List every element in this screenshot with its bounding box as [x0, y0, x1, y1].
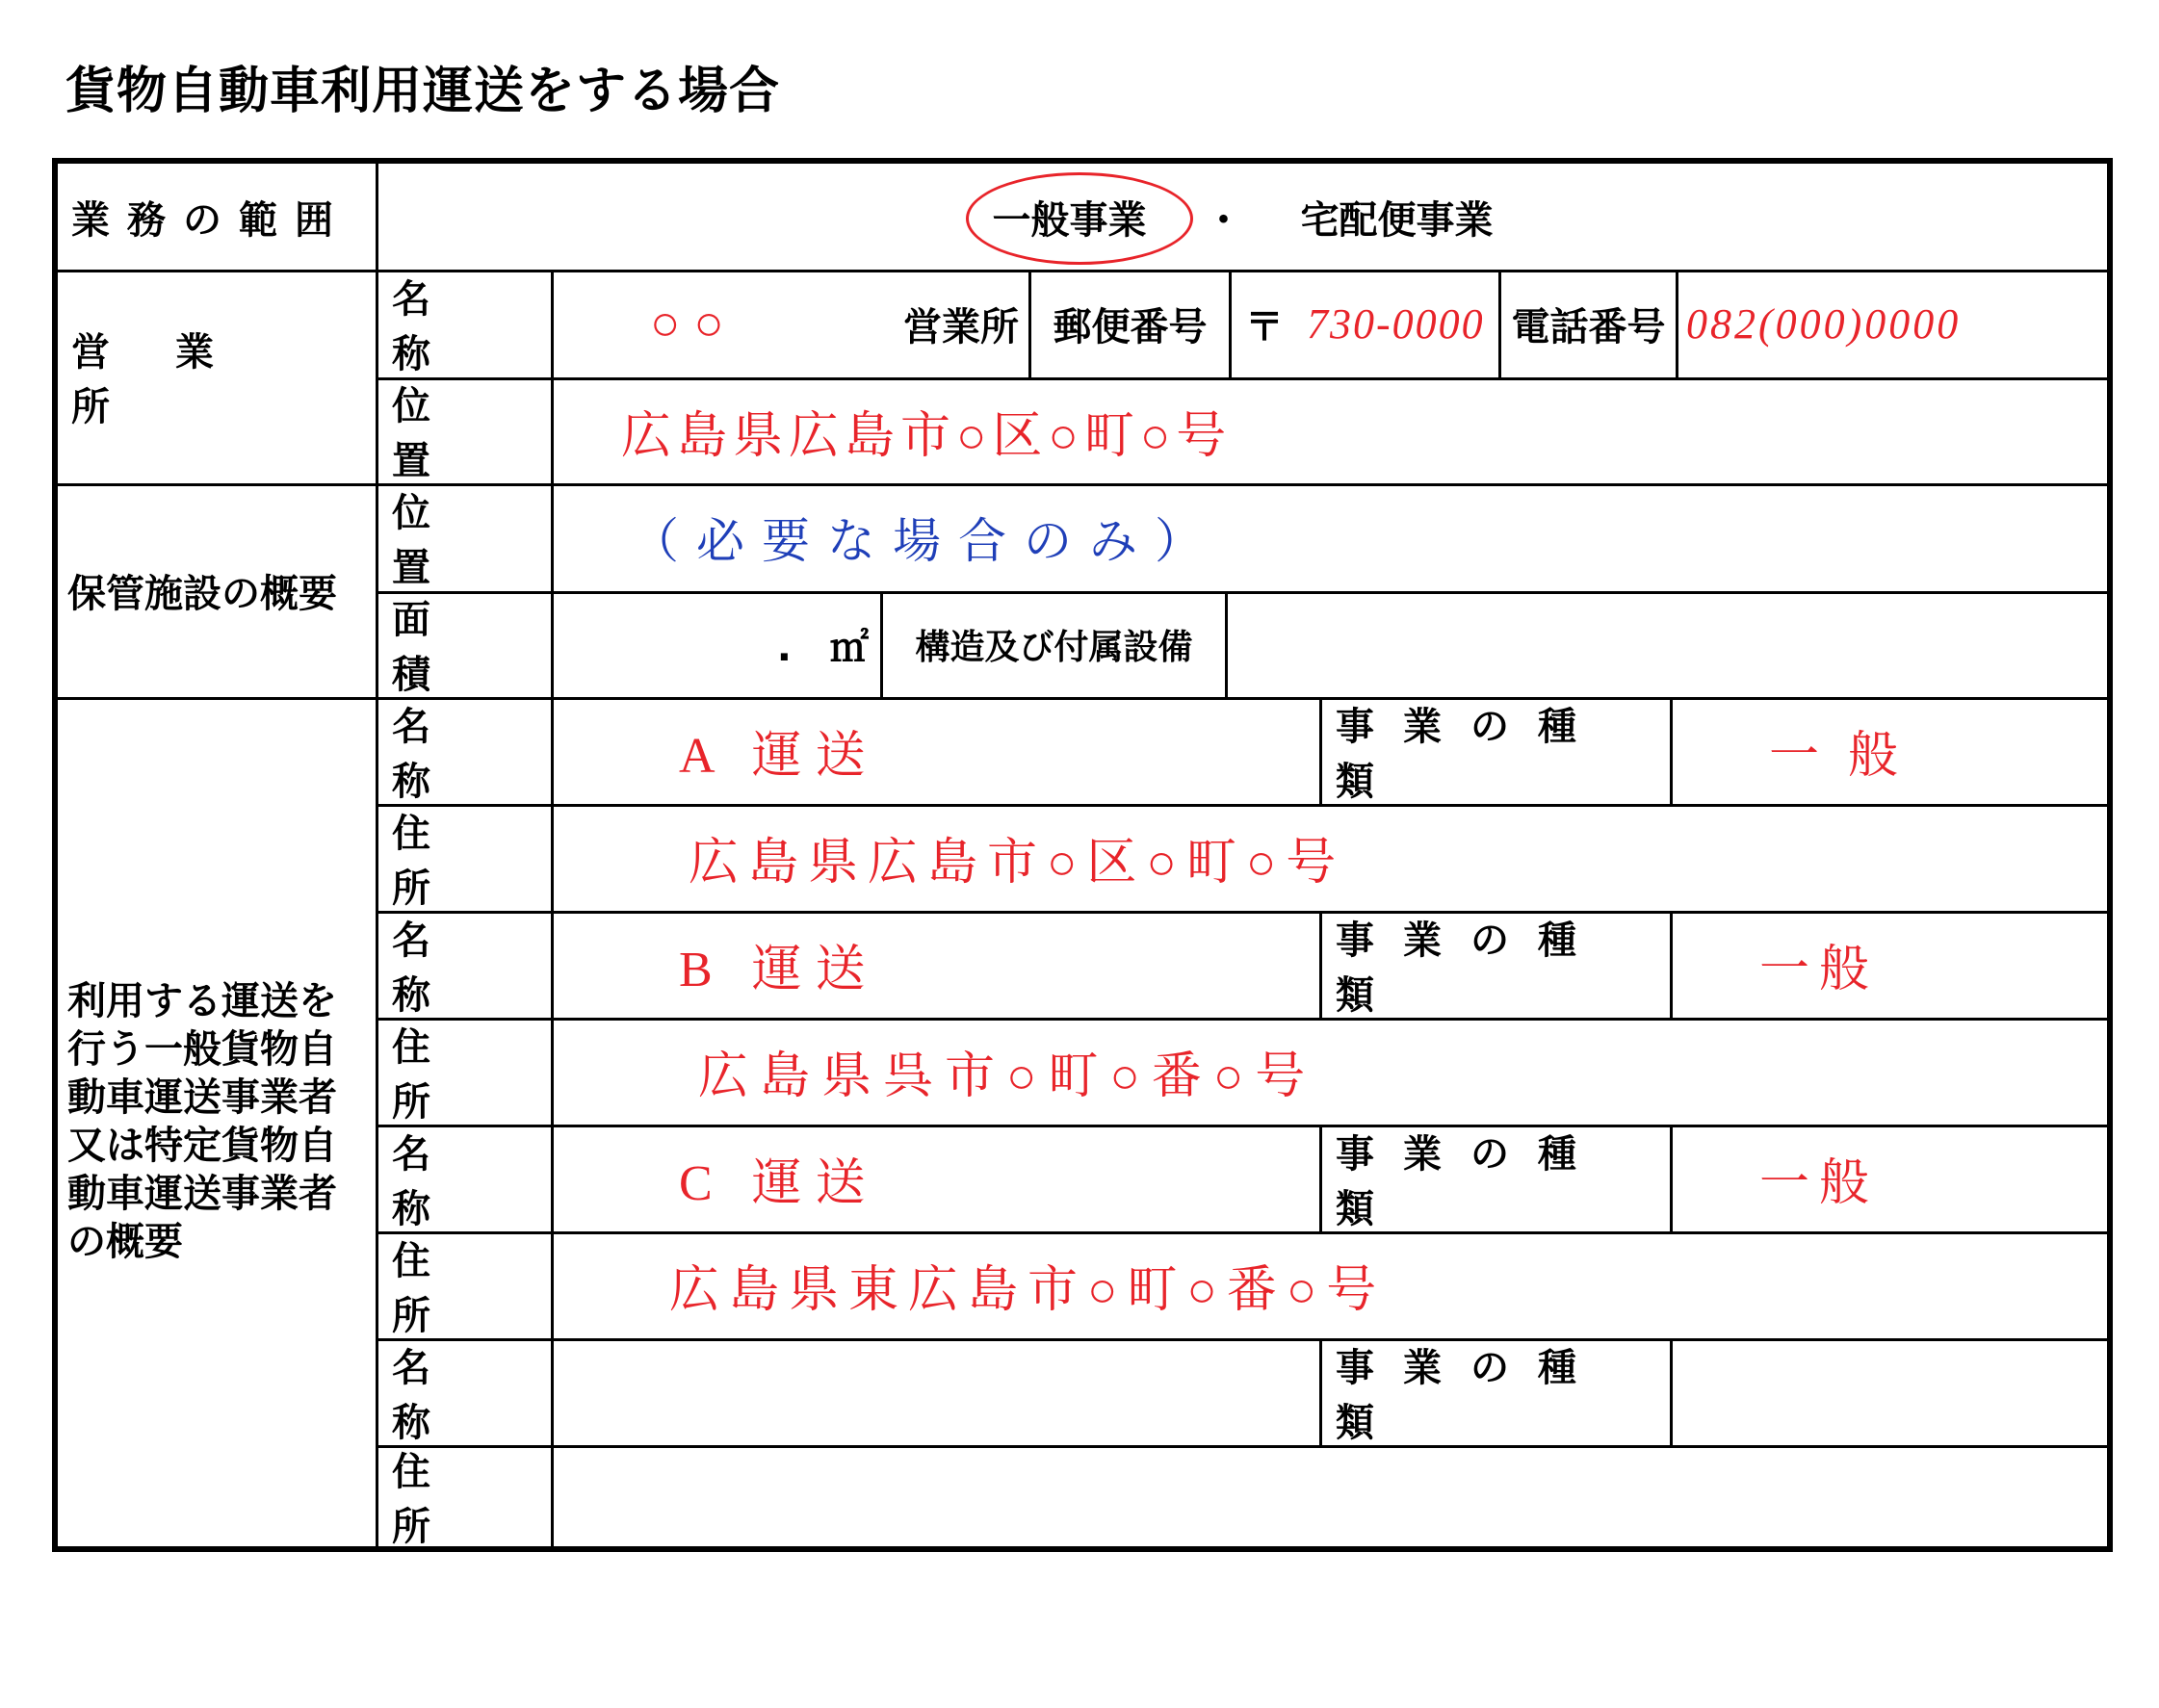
scope-option-parcel[interactable]: 宅配便事業 — [1300, 197, 1494, 243]
carrier-address-value[interactable]: 広島県東広島市○町○番○号 — [669, 1263, 1387, 1318]
office-label — [58, 270, 376, 483]
storage-structure-label: 構造及び付属設備 — [915, 627, 1193, 667]
carrier-address-value[interactable]: 広島県呉市○町○番○号 — [698, 1049, 1317, 1104]
carriers-label-line: の概要 — [67, 1220, 183, 1264]
carriers-label-line: 利用する運送を — [67, 979, 337, 1023]
office-name-label: 名称 — [392, 277, 488, 376]
carrier-type-label — [1322, 1338, 1670, 1445]
carrier-type-label — [1322, 697, 1670, 804]
carrier-type-label — [1322, 1125, 1670, 1231]
carrier-type-label-text: 事業の種類 — [1336, 1345, 1605, 1445]
carrier-type-label — [1322, 911, 1670, 1018]
storage-location-label: 位置 — [392, 491, 488, 590]
carriers-label-line: 動車運送事業者 — [67, 1075, 337, 1120]
office-name-value[interactable]: ○○ — [650, 296, 738, 351]
carrier-address-label: 住所 — [392, 1449, 488, 1549]
carrier-type-label-text: 事業の種類 — [1336, 918, 1605, 1018]
storage-structure-value[interactable] — [1228, 591, 2107, 697]
carriers-label-line: 行う一般貨物自 — [67, 1027, 337, 1072]
scope-separator: ・ — [1204, 197, 1243, 243]
carriers-label-line: 動車運送事業者 — [67, 1172, 337, 1216]
carrier-name-value[interactable]: B 運送 — [679, 943, 879, 997]
carrier-name-value[interactable]: A 運送 — [679, 729, 879, 784]
carriers-label — [58, 697, 376, 1546]
phone-label: 電話番号 — [1511, 304, 1666, 349]
carrier-type-value[interactable]: 一般 — [1759, 1156, 1880, 1211]
postal-mark-icon: 〒 — [1245, 304, 1284, 349]
office-name-suffix: 営業所 — [903, 304, 1019, 349]
storage-location-note[interactable]: （必要な場合のみ） — [631, 514, 1220, 568]
scope-label: 業務の範囲 — [71, 197, 351, 243]
carrier-type-label-text: 事業の種類 — [1336, 1131, 1605, 1231]
carrier-name-value[interactable]: C 運送 — [679, 1156, 879, 1211]
scope-option-general[interactable] — [993, 190, 1147, 245]
postal-code-value[interactable]: 730-0000 — [1307, 299, 1485, 348]
carrier-name-label: 名称 — [392, 704, 488, 804]
carriers-label-line: 又は特定貨物自 — [67, 1124, 337, 1168]
carrier-address-label: 住所 — [392, 1238, 488, 1338]
office-location-value[interactable]: 広島県広島市○区○町○号 — [621, 408, 1233, 464]
application-form-table — [52, 158, 2113, 1552]
office-label-text: 営業所 — [71, 330, 279, 429]
phone-value[interactable]: 082(000)0000 — [1686, 299, 1962, 348]
page-title: 貨物自動車利用運送をする場合 — [65, 63, 781, 120]
scope-option-general-text: 一般事業 — [992, 197, 1147, 243]
carrier-name-label: 名称 — [392, 918, 488, 1018]
storage-area-unit[interactable]: . ㎡ — [776, 625, 869, 670]
carrier-type-label-text: 事業の種類 — [1336, 704, 1605, 804]
office-location-label: 位置 — [392, 384, 488, 483]
selected-circle-mark — [966, 172, 1193, 265]
storage-label: 保管施設の概要 — [67, 571, 337, 616]
carrier-type-value[interactable]: 一般 — [1759, 943, 1880, 997]
carrier-address-label: 住所 — [392, 811, 488, 911]
carrier-address-label: 住所 — [392, 1024, 488, 1125]
postal-code-label: 郵便番号 — [1053, 304, 1208, 349]
carrier-address-value[interactable]: 広島県広島市○区○町○号 — [689, 836, 1346, 891]
carrier-name-label: 名称 — [392, 1131, 488, 1231]
carrier-type-value[interactable]: 一般 — [1769, 729, 1928, 784]
carrier-name-label: 名称 — [392, 1345, 488, 1445]
storage-area-label: 面積 — [392, 598, 488, 697]
